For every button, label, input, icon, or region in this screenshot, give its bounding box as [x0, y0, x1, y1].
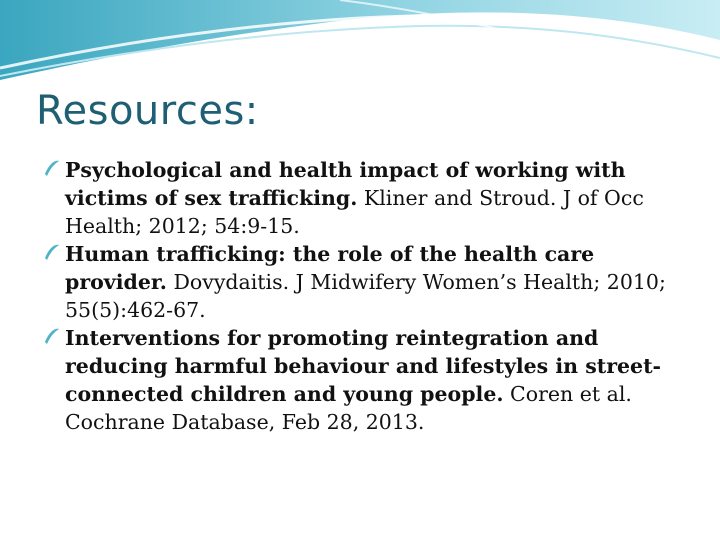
- list-item: [44, 324, 694, 436]
- resource-title: Psychological and health impact of working with victims of sex trafficking.: [65, 158, 626, 210]
- resource-citation: Dovydaitis. J Midwifery Women’s Health; 2010; 55(5):462-67.: [65, 270, 666, 322]
- resource-title: Interventions for promoting reintegration and reducing harmful behaviour and lifestyles in street-connected children and young people.: [65, 326, 662, 406]
- resource-list: [44, 156, 694, 436]
- resource-citation: Coren et al. Cochrane Database, Feb 28, 2013.: [65, 382, 632, 434]
- header-wave-decoration: [0, 0, 720, 90]
- slide-title: Resources:: [36, 88, 259, 134]
- swoosh-bullet-icon: [44, 326, 60, 346]
- swoosh-bullet-icon: [44, 158, 60, 178]
- resource-citation: Kliner and Stroud. J of Occ Health; 2012; 54:9-15.: [65, 186, 644, 238]
- list-item: [44, 156, 694, 240]
- swoosh-bullet-icon: [44, 242, 60, 262]
- list-item: [44, 240, 694, 324]
- resource-title: Human trafficking: the role of the health care provider.: [65, 242, 595, 294]
